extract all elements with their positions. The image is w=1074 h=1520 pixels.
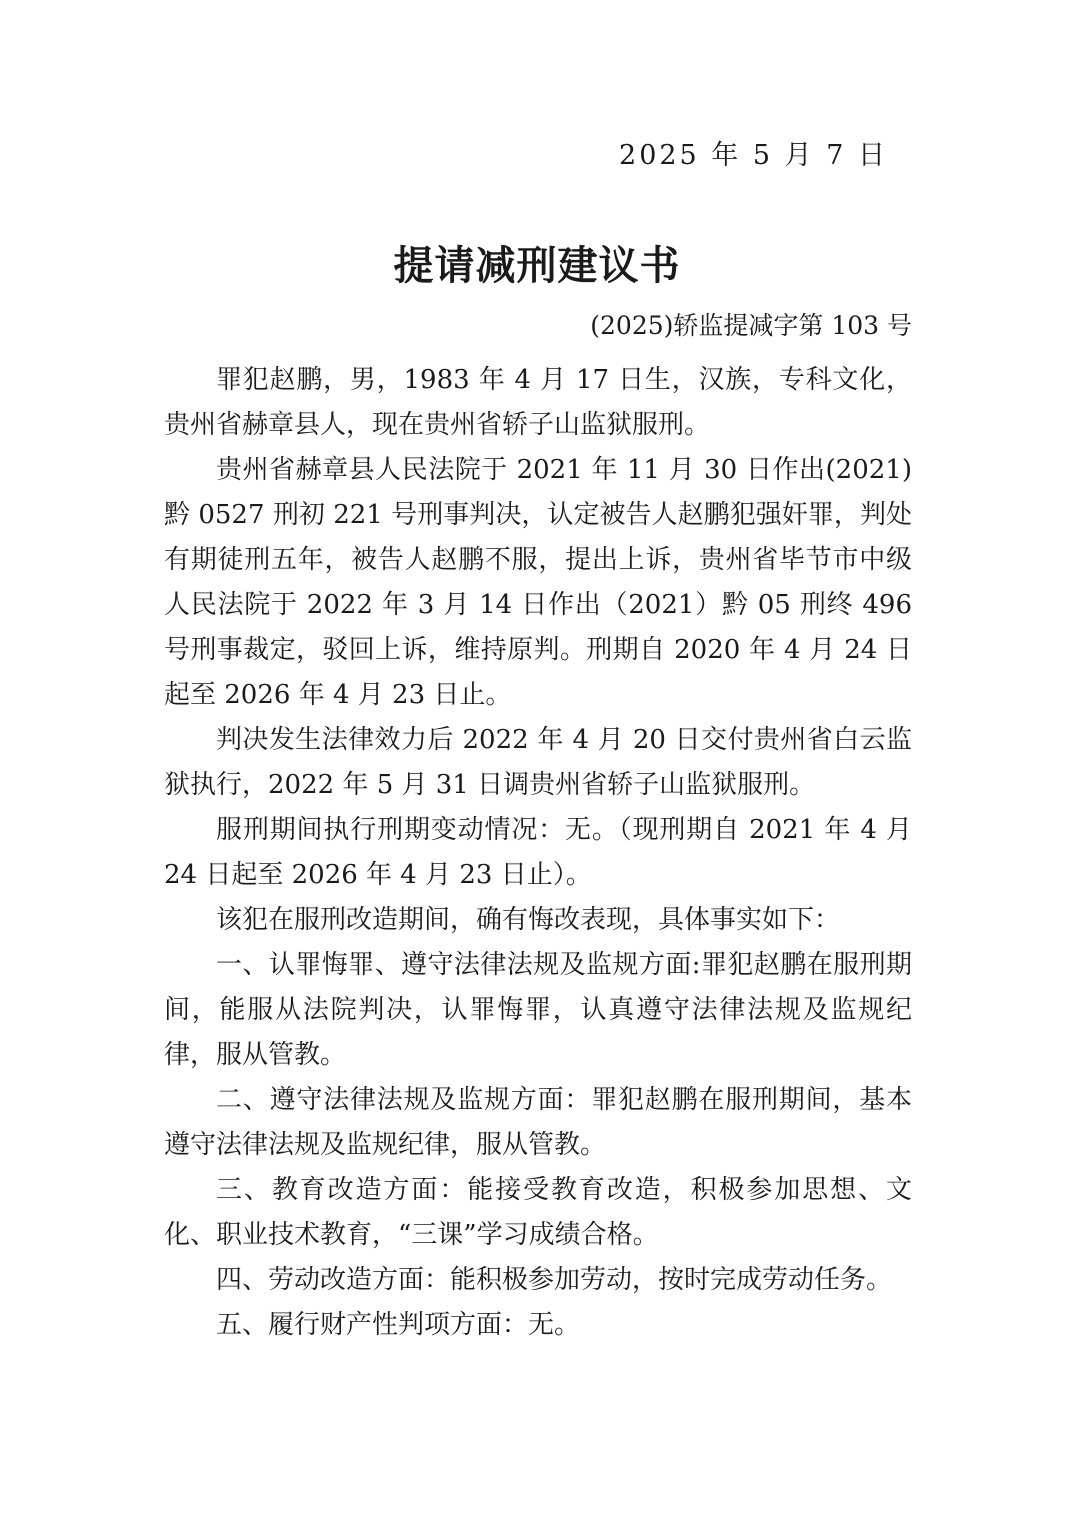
document-title: 提请减刑建议书 bbox=[393, 243, 681, 289]
paragraph-item-5: 五、履行财产性判项方面：无。 bbox=[216, 1310, 581, 1340]
paragraph-execution: 判决发生法律效力后 2022 年 4 月 20 日交付贵州省白云监狱执行，2022 年 5 月 31 日调贵州省轿子山监狱服刑。 bbox=[164, 725, 912, 800]
paragraph-judgment: 贵州省赫章县人民法院于 2021 年 11 月 30 日作出(2021)黔 0527 刑初 221 号刑事判决，认定被告人赵鹏犯强奸罪，判处有期徒刑五年，被告人赵鹏不服，提出上诉，贵州省毕节市中级人民法院于 2022 年 3 月 14 日作出（2021）黔 05 刑终 496 号刑事裁定，驳回上诉，维持原判。刑期自 2020 年 4 月 24 日起至 2026 年 4 月 23 日止。 bbox=[164, 455, 912, 710]
document-number: (2025)轿监提减字第 103 号 bbox=[590, 311, 912, 340]
paragraph-item-2: 二、遵守法律法规及监规方面：罪犯赵鹏在服刑期间，基本遵守法律法规及监规纪律，服从管教。 bbox=[164, 1085, 912, 1160]
paragraph-item-1: 一、认罪悔罪、遵守法律法规及监规方面:罪犯赵鹏在服刑期间，能服从法院判决，认罪悔罪，认真遵守法律法规及监规纪律，服从管教。 bbox=[164, 950, 912, 1070]
document-date: 2025 年 5 月 7 日 bbox=[619, 140, 888, 171]
paragraph-item-3: 三、教育改造方面：能接受教育改造，积极参加思想、文化、职业技术教育，“三课”学习成绩合格。 bbox=[164, 1175, 912, 1250]
paragraph-item-4: 四、劳动改造方面：能积极参加劳动，按时完成劳动任务。 bbox=[216, 1265, 893, 1295]
paragraph-personal-info: 罪犯赵鹏，男，1983 年 4 月 17 日生，汉族，专科文化，贵州省赫章县人，现在贵州省轿子山监狱服刑。 bbox=[164, 365, 912, 440]
paragraph-term-change: 服刑期间执行刑期变动情况：无。（现刑期自 2021 年 4 月 24 日起至 2026 年 4 月 23 日止）。 bbox=[164, 815, 912, 890]
document-body bbox=[164, 358, 912, 1348]
paragraph-facts-intro: 该犯在服刑改造期间，确有悔改表现，具体事实如下： bbox=[216, 905, 841, 935]
